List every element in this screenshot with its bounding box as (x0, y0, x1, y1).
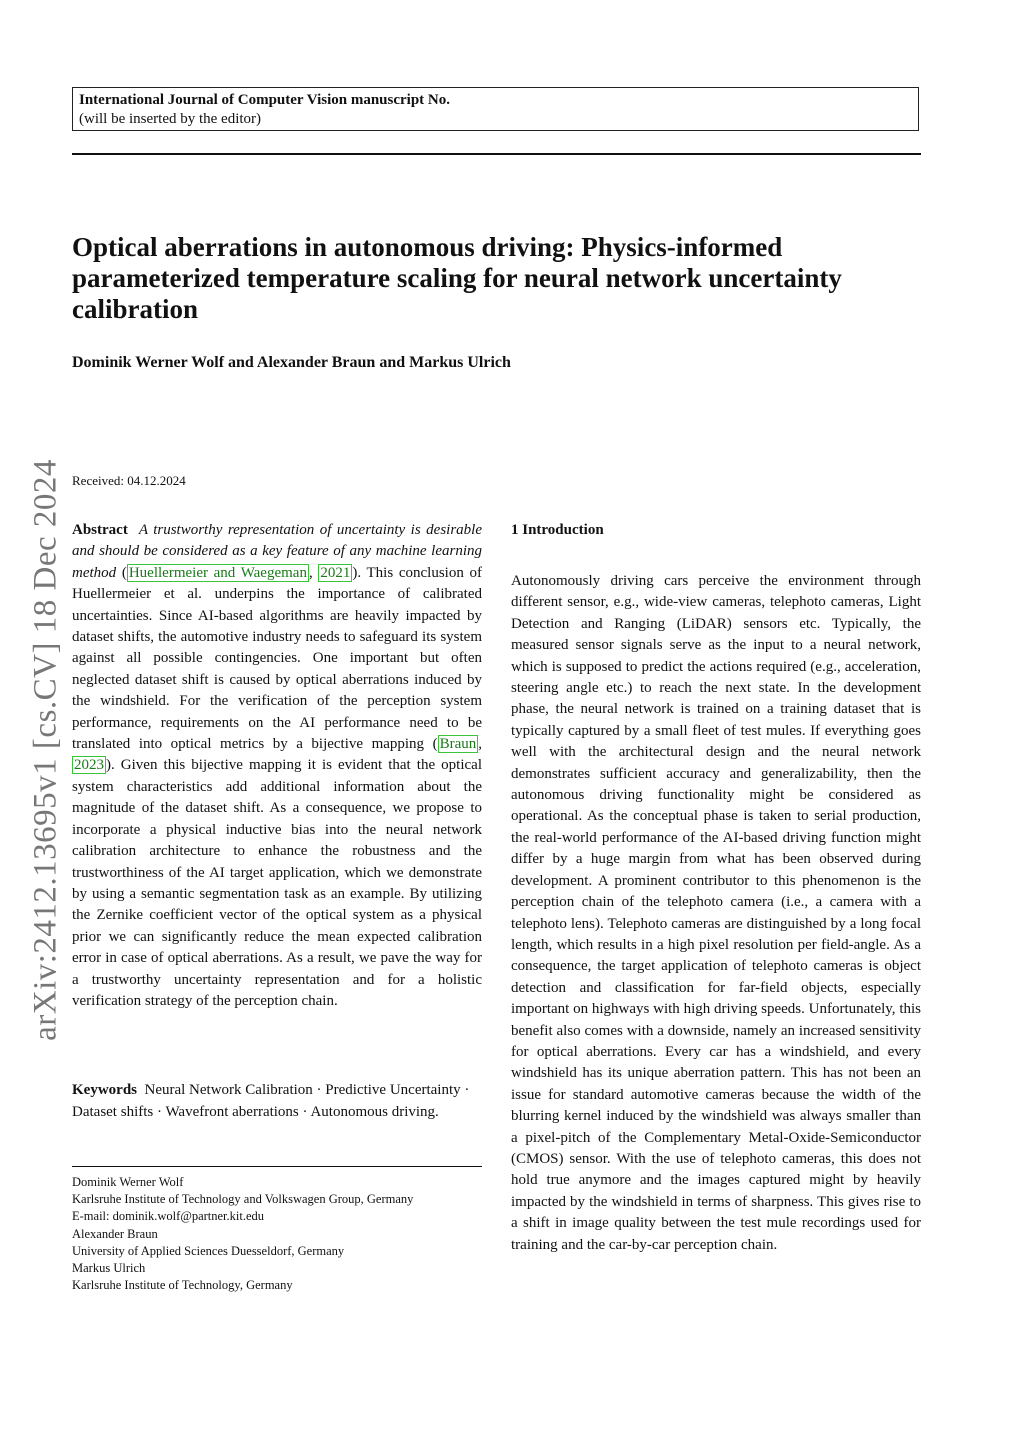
author-list: Dominik Werner Wolf and Alexander Braun and Markus Ulrich (72, 354, 511, 371)
keywords (72, 1080, 482, 1123)
header-rule (72, 153, 921, 155)
keywords-label: Keywords (72, 1082, 137, 1098)
citation-link-braun[interactable]: Braun (439, 736, 477, 753)
abstract-text: ). Given this bijective mapping it is evident that the optical system characteristics add additional information about the magnitude of the dataset shift. As a consequence, we propose to incorporate a physical inductive bias into the neural network calibration architecture to enhance the robustness and the trustworthiness of the AI target application, which we demonstrate by using a semantic segmentation task as an example. By utilizing the Zernike coefficient vector of the optical system as a physical prior we can significantly reduce the mean expected calibration error in case of optical aberrations. As a result, we pave the way for a trustworthy uncertainty representation and for a holistic verification strategy of the perception chain. (72, 757, 482, 1009)
citation-year-link[interactable]: 2023 (74, 757, 104, 774)
journal-header-box (72, 87, 919, 131)
footnote-line: Alexander Braun (72, 1226, 158, 1241)
footnote-email: E-mail: dominik.wolf@partner.kit.edu (72, 1209, 265, 1224)
footnote-line: Karlsruhe Institute of Technology and Volkswagen Group, Germany (72, 1192, 414, 1207)
journal-name: International Journal of Computer Vision manuscript No. (79, 92, 451, 108)
abstract-label: Abstract (72, 522, 128, 538)
abstract (72, 520, 482, 1012)
editor-note: (will be inserted by the editor) (79, 111, 262, 127)
introduction-body: Autonomously driving cars perceive the environment through different sensor, e.g., wide-view cameras, telephoto cameras, Light Detection and Ranging (LiDAR) sensors etc. Typically, the measured sensor signals serve as the input to a neural network, which is supposed to predict the actions required (e.g., acceleration, steering angle etc.) to reach the next state. In the development phase, the neural network is trained on a training dataset that is typically captured by a small fleet of test mules. If everything goes well with the architectural design and the neural network demonstrates sufficient accuracy and generalizability, then the autonomous driving functionality might be considered as operational. As the conceptual phase is taken to serial production, the real-world performance of the AI-based driving function might differ by a huge margin from what has been observed during development. A prominent contributor to this phenomenon is the perception chain of the telephoto camera (i.e., a camera with a telephoto lens). Telephoto cameras are distinguished by a long focal length, which results in a high pixel resolution per field-angle. As a consequence, the target application of telephoto cameras is object detection and classification for far-field objects, especially important on highways with high driving speeds. Unfortunately, this benefit also comes with a downside, namely an increased sensitivity for optical aberrations. Every car has a windshield, and every windshield has its unique aberration pattern. This has not been an issue for standard automotive cameras because the width of the blurring kernel induced by the windshield was always smaller than a pixel-pitch of the Complementary Metal-Oxide-Semiconductor (CMOS) sensor. With the use of telephoto cameras, this does not hold true anymore and the images captured might by heavily impacted by the windshield in terms of sharpness. This gives rise to a shift in image quality between the test mule recordings used for training and the car-by-car perception chain. (511, 573, 921, 1253)
received-date: Received: 04.12.2024 (72, 473, 186, 488)
abstract-text: , (478, 736, 482, 753)
keywords-text: Neural Network Calibration · Predictive Uncertainty · Dataset shifts · Wavefront aberrations · Autonomous driving. (72, 1082, 470, 1120)
section-heading-introduction: 1 Introduction (511, 522, 604, 538)
footnote-line: Karlsruhe Institute of Technology, Germany (72, 1278, 293, 1293)
abstract-text: ( (116, 564, 127, 581)
abstract-text: , (308, 564, 319, 581)
abstract-lead: A trustworthy representation of uncertainty is desirable and should be considered as a key feature of any machine learning method (72, 522, 482, 581)
footnote-line: University of Applied Sciences Duesseldorf, Germany (72, 1243, 345, 1258)
footnote-line: Dominik Werner Wolf (72, 1175, 184, 1189)
affiliations-footnote (72, 1174, 492, 1294)
paper-title: Optical aberrations in autonomous driving: Physics-informed parameterized temperature scaling for neural network uncertainty calibration (72, 232, 842, 324)
abstract-text: ). This conclusion of Huellermeier et al. underpins the importance of calibrated uncertainties. Since AI-based algorithms are heavily impacted by dataset shifts, the automotive industry needs to safeguard its system against all possible contingencies. One important but often neglected dataset shift is caused by optical aberrations induced by the windshield. For the verification of the perception system performance, requirements on the AI performance need to be translated into optical metrics by a bijective mapping ( (72, 564, 483, 753)
arxiv-identifier: arXiv:2412.13695v1 [cs.CV] 18 Dec 2024 (27, 459, 64, 1041)
citation-link-huellermeier[interactable]: Huellermeier and Waegeman (128, 564, 307, 581)
citation-year-link[interactable]: 2021 (320, 564, 351, 581)
footnote-rule (72, 1166, 482, 1167)
footnote-line: Markus Ulrich (72, 1261, 146, 1276)
